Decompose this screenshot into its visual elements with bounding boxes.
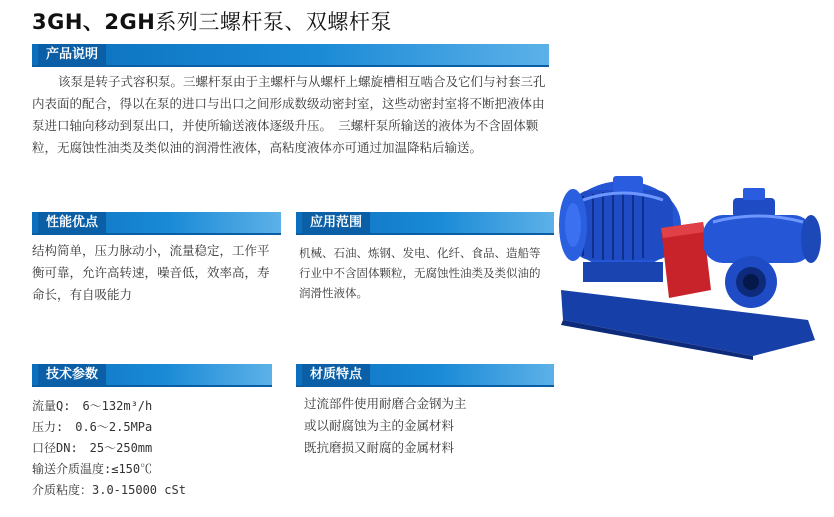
page-title-name: 系列三螺杆泵、双螺杆泵: [155, 10, 392, 34]
applications-header-bar: [296, 212, 554, 235]
advantages-paragraph: 结构简单，压力脉动小，流量稳定，工作平衡可靠，允许高转速，噪音低，效率高，寿命长，有自吸能力: [32, 243, 270, 302]
page-title-model: 3GH、2GH: [32, 10, 156, 34]
screw-pump-image: [553, 170, 828, 360]
materials-heading: 材质特点: [302, 364, 370, 385]
material-item: 过流部件使用耐磨合金钢为主: [304, 396, 467, 411]
description-header-bar: [32, 44, 549, 67]
spec-item: 口径DN: 25～250mm: [32, 441, 153, 455]
specs-header-bar: [32, 364, 272, 387]
page-title: [32, 6, 392, 36]
advantages-text: [32, 240, 276, 306]
specs-heading: 技术参数: [38, 364, 106, 385]
applications-text: [299, 243, 551, 303]
applications-heading: 应用范围: [302, 212, 370, 233]
description-paragraph: 该泵是转子式容积泵。三螺杆泵由于主螺杆与从螺杆上螺旋槽相互啮合及它们与衬套三孔内表面的配合，得以在泵的进口与出口之间形成数级动密封室，这些动密封室将不断把液体由泵进口轴向移动到泵出口，并使所输送液体逐级升压。 三螺杆泵所输送的液体为不含固体颗粒，无腐蚀性油类及类似油的润滑性液体，高粘度液体亦可通过加温降粘后输送。: [32, 74, 546, 155]
specs-list: [32, 396, 272, 501]
spec-item: 输送介质温度:≤150℃: [32, 462, 153, 476]
spec-item: 流量Q: 6～132m³/h: [32, 399, 153, 413]
material-item: 或以耐腐蚀为主的金属材料: [304, 418, 455, 433]
materials-header-bar: [296, 364, 554, 387]
advantages-heading: 性能优点: [38, 212, 106, 233]
spec-item: 介质粘度：3.0-15000 cSt: [32, 483, 186, 497]
applications-paragraph: 机械、石油、炼钢、发电、化纤、食品、造船等行业中不含固体颗粒，无腐蚀性油类及类似油的润滑性液体。: [299, 246, 541, 300]
pump-body: [703, 215, 813, 263]
material-item: 既抗磨损又耐腐的金属材料: [304, 440, 455, 455]
description-text: [32, 71, 551, 159]
materials-list: [304, 393, 554, 459]
advantages-header-bar: [32, 212, 281, 235]
spec-item: 压力: 0.6～2.5MPa: [32, 420, 153, 434]
description-heading: 产品说明: [38, 44, 106, 65]
